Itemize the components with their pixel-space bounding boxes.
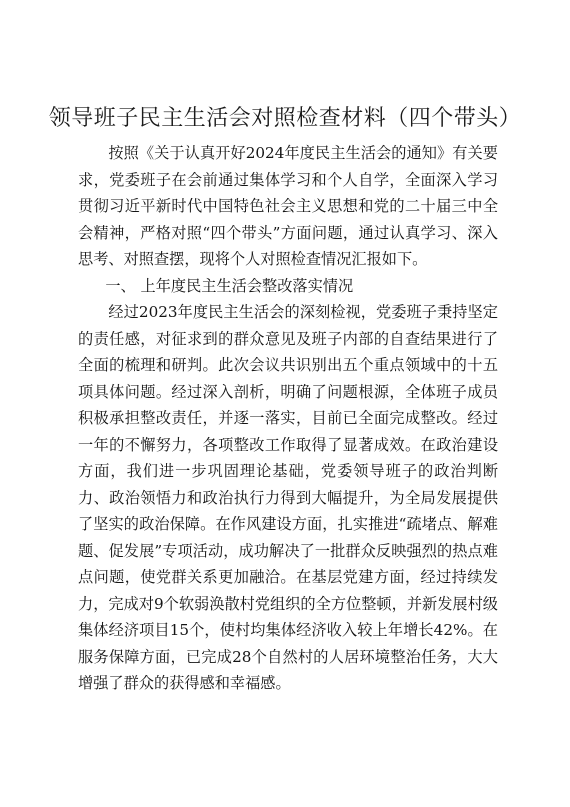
section-heading: 一、 上年度民主生活会整改落实情况 [105,276,354,295]
intro-paragraph: 按照《关于认真开好2024年度民主生活会的通知》有关要求，党委班子在会前通过集体学习和个人自学，全面深入学习贯彻习近平新时代中国特色社会主义思想和党的二十届三中全会精神，严格对照“四个带头”方面问题，通过认真学习、深入思考、对照查摆，现将个人对照检查情况汇报如下。 [78,144,498,268]
document-title: 领导班子民主生活会对照检查材料（四个带头） [48,106,522,131]
document-body [78,140,498,697]
section-paragraph: 经过2023年度民主生活会的深刻检视，党委班子秉持坚定的责任感，对征求到的群众意见及班子内部的自查结果进行了全面的梳理和研判。此次会议共识别出五个重点领域中的十五项具体问题。经过深入剖析，明确了问题根源，全体班子成员积极承担整改责任，并逐一落实，目前已全面完成整改。经过一年的不懈努力，各项整改工作取得了显著成效。在政治建设方面，我们进一步巩固理论基础，党委领导班子的政治判断力、政治领悟力和政治执行力得到大幅提升，为全局发展提供了坚实的政治保障。在作风建设方面，扎实推进“疏堵点、解难题、促发展”专项活动，成功解决了一批群众反映强烈的热点难点问题，使党群关系更加融洽。在基层党建方面，经过持续发力，完成对9个软弱涣散村党组织的全方位整顿，并新发展村级集体经济项目15个，使村均集体经济收入较上年增长42%。在服务保障方面，已完成28个自然村的人居环境整治任务，大大增强了群众的获得感和幸福感。 [78,303,498,692]
